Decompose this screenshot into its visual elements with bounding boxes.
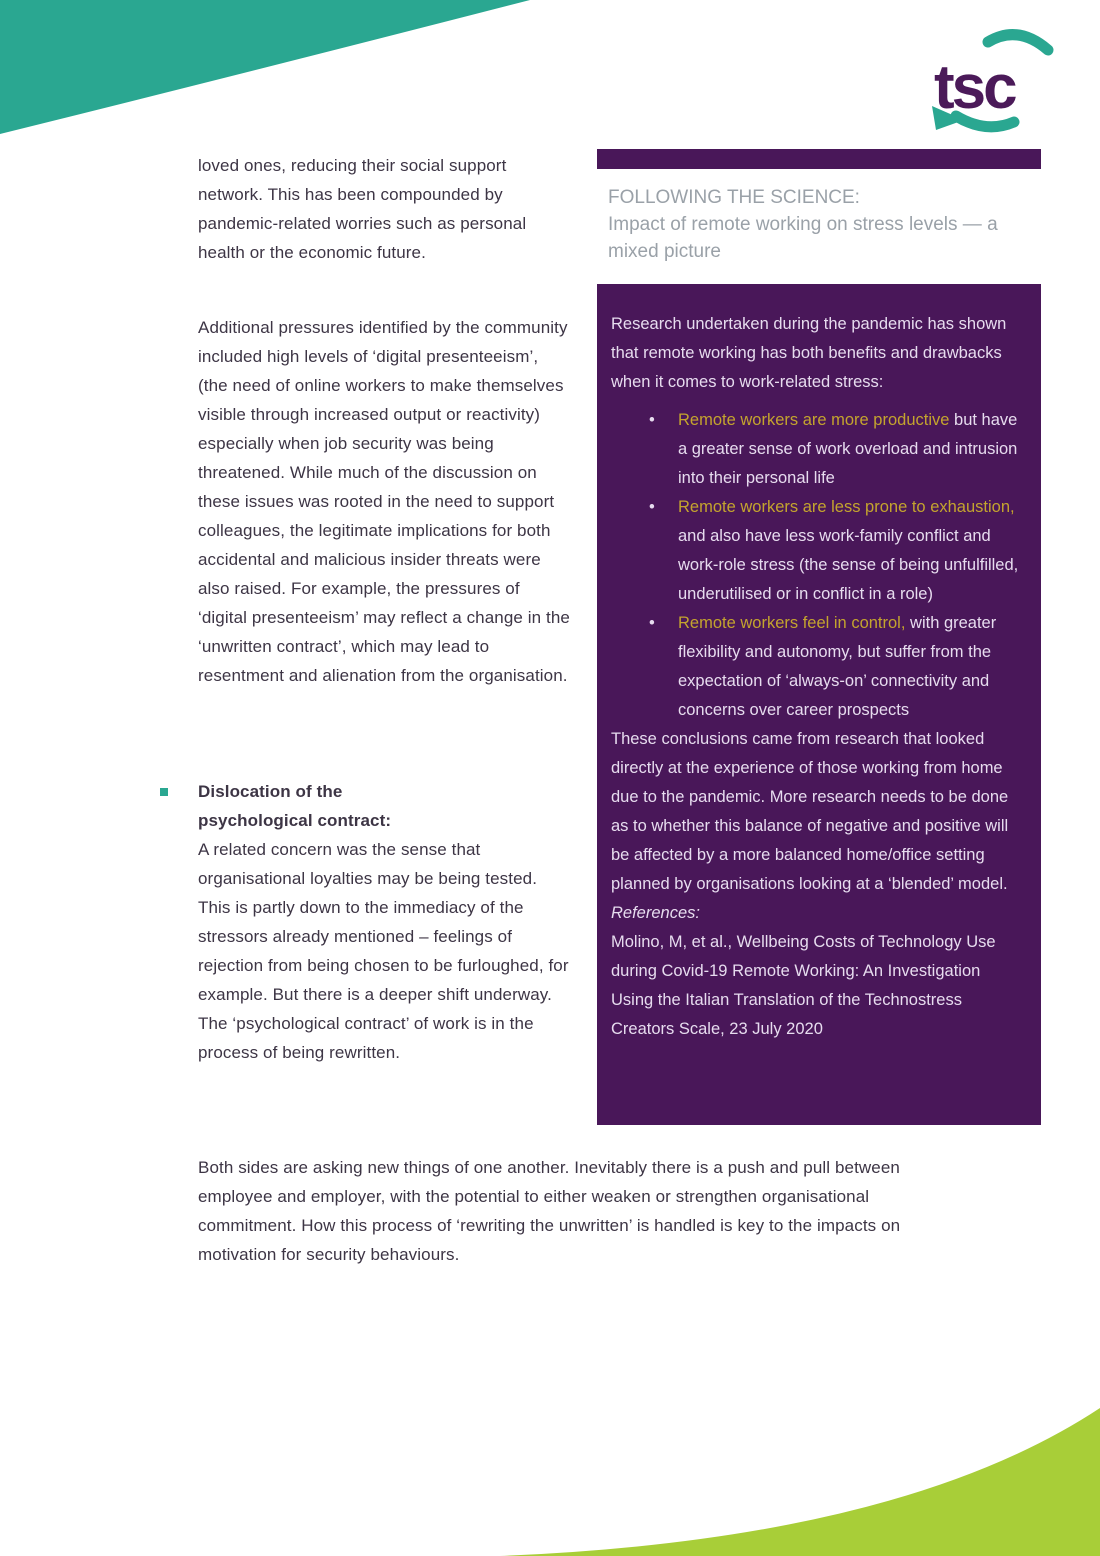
section-title: Impact of remote working on stress levels — a mixed picture bbox=[608, 214, 998, 262]
square-bullet-icon bbox=[160, 788, 168, 796]
bullet-rest: but have a greater sense of work overload and intrusion into their personal life bbox=[678, 411, 1018, 487]
callout-intro: Research undertaken during the pandemic has shown that remote working has both benefits and drawbacks when it comes to work-related stress: bbox=[611, 315, 1007, 391]
callout-bullet-item bbox=[611, 609, 1025, 725]
references-label: References: bbox=[611, 904, 700, 922]
callout-conclusion: These conclusions came from research that looked directly at the experience of those working from home due to the pandemic. More research needs to be done as to whether this balance of negative and positive will be affected by a more balanced home/office setting planned by organisations looking at a ‘blended’ model. bbox=[611, 730, 1009, 893]
logo-arc-top-icon bbox=[988, 35, 1048, 50]
callout-bullet-item bbox=[611, 493, 1025, 609]
science-callout-box bbox=[597, 284, 1041, 1125]
logo-text: tsc bbox=[934, 53, 1015, 122]
bullet-content bbox=[198, 777, 572, 1067]
section-eyebrow: FOLLOWING THE SCIENCE: bbox=[608, 187, 860, 208]
bullet-highlight: Remote workers feel in control, bbox=[678, 614, 906, 632]
bullet-highlight: Remote workers are less prone to exhaustion, bbox=[678, 498, 1015, 516]
bullet-highlight: Remote workers are more productive bbox=[678, 411, 950, 429]
left-paragraph-2: Additional pressures identified by the community included high levels of ‘digital presenteeism’, (the need of online workers to make themselves visible through increased output or reactivity) especially when job security was being threatened. While much of the discussion on these issues was rooted in the need to support colleagues, the legitimate implications for both accidental and malicious insider threats were also raised. For example, the pressures of ‘digital presenteeism’ may reflect a change in the ‘unwritten contract’, which may lead to resentment and alienation from the organisation. bbox=[198, 318, 570, 685]
callout-bullet-item bbox=[611, 406, 1025, 493]
left-bullet-item bbox=[160, 777, 572, 1067]
bullet-heading-line-2: psychological contract: bbox=[198, 811, 392, 830]
tsc-logo bbox=[924, 24, 1060, 142]
section-header bbox=[608, 184, 1028, 265]
footer-paragraph: Both sides are asking new things of one another. Inevitably there is a push and pull between employee and employer, with the potential to either weaken or strengthen organisational commitment. How this process of ‘rewriting the unwritten’ is handled is key to the impacts on motivation for security behaviours. bbox=[198, 1158, 901, 1264]
top-left-swoosh-decoration bbox=[0, 0, 560, 145]
left-paragraph-1: loved ones, reducing their social support network. This has been compounded by pandemic-related worries such as personal health or the economic future. bbox=[198, 156, 527, 262]
bottom-right-swoosh-decoration bbox=[480, 1406, 1100, 1556]
bullet-body: A related concern was the sense that organisational loyalties may be being tested. This is partly down to the immediacy of the stressors already mentioned – feelings of rejection from being chosen to be furloughed, for example. But there is a deeper shift underway. The ‘psychological contract’ of work is in the process of being rewritten. bbox=[198, 840, 569, 1062]
reference-citation: Molino, M, et al., Wellbeing Costs of Technology Use during Covid-19 Remote Working: An Investigation Using the Italian Translation of the Technostress Creators Scale, 23 July 2020 bbox=[611, 933, 996, 1038]
callout-bullet-list bbox=[611, 406, 1025, 725]
bullet-rest: and also have less work-family conflict and work-role stress (the sense of being unfulfilled, underutilised or in conflict in a role) bbox=[678, 527, 1019, 603]
section-accent-bar bbox=[597, 149, 1041, 169]
bullet-rest: with greater flexibility and autonomy, but suffer from the expectation of ‘always-on’ connectivity and concerns over career prospects bbox=[678, 614, 997, 719]
bullet-heading-line-1: Dislocation of the bbox=[198, 782, 343, 801]
